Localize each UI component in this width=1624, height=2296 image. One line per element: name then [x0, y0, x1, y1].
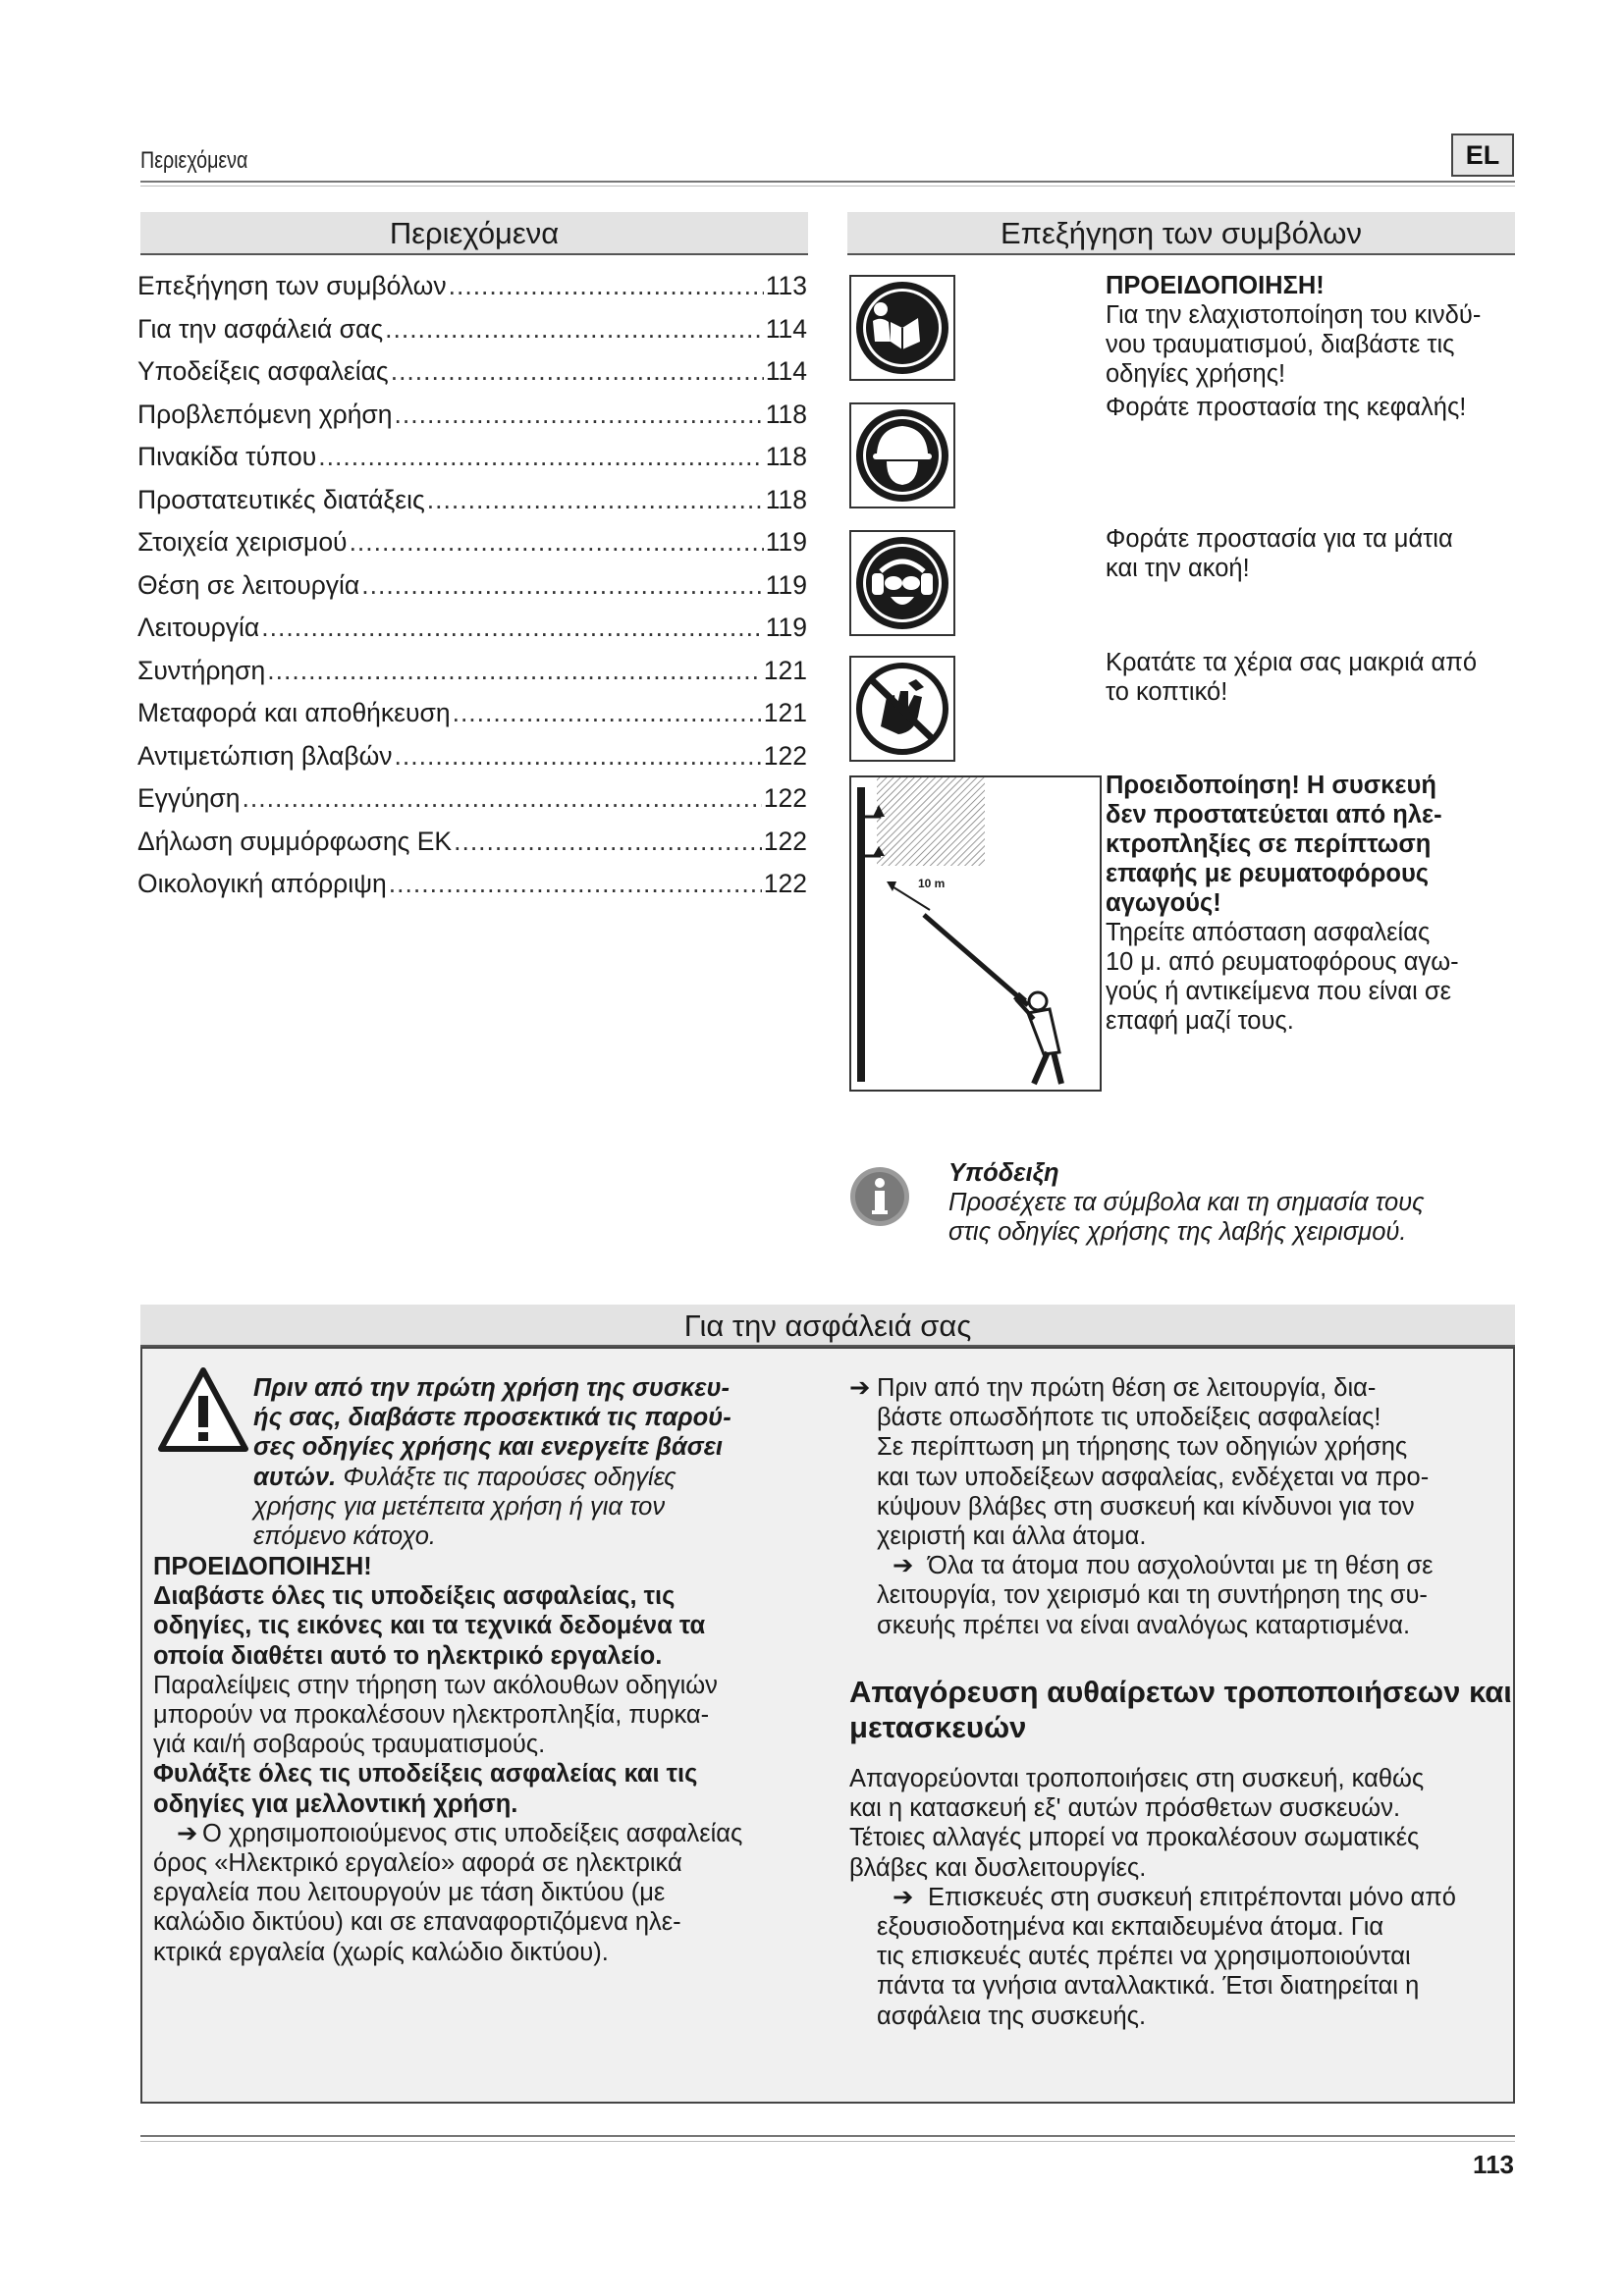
text-line: μετασκευών — [849, 1710, 1027, 1744]
text-line: βλάβες και δυσλειτουργίες. — [849, 1853, 1147, 1882]
text-line: κτρικά εργαλεία (χωρίς καλώδιο δικτύου). — [153, 1938, 609, 1966]
toc-entry-page: 122 — [763, 826, 807, 856]
text-line: οδηγίες, τις εικόνες και τα τεχνικά δεδομένα τα — [153, 1612, 706, 1640]
text-line: εργαλεία που λειτουργούν με τάση δικτύου (με — [153, 1879, 666, 1907]
arrow-icon: ➔ — [893, 1552, 914, 1580]
eye-ear-text — [1106, 524, 1518, 583]
toc-entry-page: 118 — [765, 484, 807, 514]
read-manual-symbol — [849, 275, 955, 381]
toc-leader-dots — [243, 783, 762, 814]
text-line: Απαγορεύονται τροποποιήσεις στη συσκευή, καθώς — [849, 1765, 1425, 1792]
safety-right-column — [849, 1373, 1517, 1640]
text-line: και η κατασκευή εξ' αυτών πρόσθετων συσκευών. — [849, 1794, 1401, 1823]
goggles-earmuffs-icon — [851, 532, 953, 634]
toc-entry-title: Λειτουργία — [137, 613, 260, 643]
toc-entry-title: Επεξήγηση των συμβόλων — [137, 271, 447, 301]
text-line: πάντα τα γνήσια ανταλλακτικά. Έτσι διατηρείται η — [877, 1972, 1420, 2001]
warning-heading: ΠΡΟΕΙΔΟΠΟΙΗΣΗ! — [153, 1553, 372, 1580]
toc-entry[interactable] — [137, 650, 807, 693]
toc-entry-title: Συντήρηση — [137, 655, 266, 685]
note-text — [948, 1158, 1518, 1247]
read-manual-heading: ΠΡΟΕΙΔΟΠΟΙΗΣΗ! — [1106, 272, 1325, 299]
toc-leader-dots — [389, 869, 762, 899]
text-line: οποία διαθέτει αυτό το ηλεκτρικό εργαλείο. — [153, 1641, 663, 1670]
toc-entry-page: 119 — [765, 527, 807, 558]
text-line: σες οδηγίες χρήσης και ενεργείτε βάσει — [253, 1433, 724, 1462]
text-line: τις επισκευές αυτές πρέπει να χρησιμοποιούνται — [877, 1943, 1411, 1971]
toc-leader-dots — [318, 442, 763, 472]
text-line: Παραλείψεις στην τήρηση των ακόλουθων οδηγιών — [153, 1671, 718, 1699]
text-line: Διαβάστε όλες τις υποδείξεις ασφαλείας, τις — [153, 1582, 676, 1611]
text-line: μπορούν να προκαλέσουν ηλεκτροπληξία, πυρκα- — [153, 1701, 710, 1730]
toc-entry-title: Πινακίδα τύπου — [137, 442, 317, 472]
text-line: δεν προστατεύεται από ηλε- — [1106, 801, 1442, 828]
safety-left-column — [153, 1552, 840, 1967]
toc-leader-dots — [449, 271, 764, 301]
eye-ear-protection-symbol — [849, 530, 955, 636]
arrow-icon: ➔ — [849, 1374, 871, 1402]
info-icon — [848, 1165, 911, 1233]
text-line: επόμενο κάτοχο. — [253, 1522, 437, 1551]
toc-entry[interactable] — [137, 308, 807, 351]
running-title: Περιεχόμενα — [140, 147, 248, 174]
text-line: Πριν από την πρώτη χρήση της συσκευ- — [253, 1374, 731, 1402]
text-line: στις οδηγίες χρήσης της λαβής χειρισμού. — [948, 1218, 1407, 1246]
toc-entry[interactable] — [137, 564, 807, 608]
toc-leader-dots — [361, 570, 764, 601]
text-line: Τηρείτε απόσταση ασφαλείας — [1106, 919, 1431, 946]
warning-triangle-icon — [157, 1366, 249, 1458]
toc-leader-dots — [427, 485, 764, 515]
toc-entry-title: Προβλεπόμενη χρήση — [137, 399, 393, 429]
footer-rule — [140, 2135, 1515, 2137]
toc-entry-page: 114 — [765, 356, 807, 387]
text-line: σκευής πρέπει να είναι αναλόγως καταρτισμένα. — [877, 1611, 1411, 1639]
text-line: επαφής με ρευματοφόρους — [1106, 860, 1430, 887]
toc-leader-dots — [385, 314, 764, 345]
text-run: Φυλάξτε τις παρούσες οδηγίες — [336, 1463, 677, 1491]
toc-entry-page: 118 — [765, 399, 807, 429]
read-manual-icon — [851, 277, 953, 379]
toc-entry-page: 122 — [763, 869, 807, 899]
toc-entry-title: Αντιμετώπιση βλαβών — [137, 740, 393, 771]
toc-entry-page: 119 — [765, 613, 807, 643]
toc-entry-title: Δήλωση συμμόρφωσης ΕΚ — [137, 826, 453, 856]
text-line: εξουσιοδοτημένα και εκπαιδευμένα άτομα. Για — [877, 1913, 1384, 1942]
arrow-icon: ➔ — [893, 1883, 914, 1911]
text-line: οδηγίες χρήσης! — [1106, 360, 1286, 388]
toc-entry-page: 121 — [763, 698, 807, 728]
toc-leader-dots — [395, 741, 762, 772]
text-line: Προειδοποίηση! Η συσκευή — [1106, 772, 1436, 799]
head-protection-symbol — [849, 402, 955, 508]
toc-entry-page: 122 — [763, 783, 807, 814]
power-line-text — [1106, 771, 1518, 1036]
text-run: Ο χρησιμοποιούμενος στις υποδείξεις ασφαλείας — [202, 1819, 743, 1847]
text-line: και την ακοή! — [1106, 555, 1250, 582]
toc-entry-title: Υποδείξεις ασφαλείας — [137, 356, 389, 387]
footer-rule-thin — [140, 2141, 1515, 2142]
text-line: λειτουργία, τον χειρισμό και τη συντήρηση της συ- — [877, 1581, 1428, 1610]
toc-heading: Περιεχόμενα — [140, 212, 808, 255]
note-title: Υπόδειξη — [948, 1159, 1059, 1187]
toc-entry-title: Εγγύηση — [137, 783, 241, 814]
text-run: Όλα τα άτομα που ασχολούνται με τη θέση σε — [928, 1552, 1434, 1580]
header-rule — [140, 181, 1515, 183]
toc-leader-dots — [261, 613, 763, 643]
toc-entry-title: Για την ασφάλειά σας — [137, 313, 384, 344]
arrow-icon: ➔ — [177, 1819, 198, 1847]
toc-leader-dots — [395, 400, 764, 430]
text-line: Φοράτε προστασία για τα μάτια — [1106, 525, 1453, 553]
text-line: όρος «Ηλεκτρικό εργαλείο» αφορά σε ηλεκτρικά — [153, 1849, 682, 1878]
toc-entry-title: Μεταφορά και αποθήκευση — [137, 698, 451, 728]
text-line: ασφάλεια της συσκευής. — [877, 2002, 1147, 2030]
text-line: Προσέχετε τα σύμβολα και τη σημασία τους — [948, 1189, 1425, 1216]
distance-label: 10 m — [918, 877, 946, 890]
toc-entry[interactable] — [137, 436, 807, 479]
toc-entry-title: Θέση σε λειτουργία — [137, 569, 360, 600]
safety-intro — [253, 1373, 803, 1551]
power-line-icon — [851, 777, 1100, 1090]
toc-leader-dots — [350, 527, 764, 558]
toc-entry[interactable] — [137, 735, 807, 778]
toc-entry[interactable] — [137, 607, 807, 650]
toc-entry[interactable] — [137, 692, 807, 735]
toc-entry-page: 121 — [763, 655, 807, 685]
toc-entry-page: 118 — [765, 442, 807, 472]
toc-entry-page: 122 — [763, 740, 807, 771]
text-line: Για την ελαχιστοποίηση του κινδύ- — [1106, 301, 1482, 329]
text-line: 10 μ. από ρευματοφόρους αγω- — [1106, 948, 1459, 976]
toc-entry[interactable] — [137, 479, 807, 522]
toc-entry-page: 119 — [765, 569, 807, 600]
hands-away-text — [1106, 648, 1518, 707]
text-line: κύψουν βλάβες στη συσκευή και κίνδυνοι για τον — [877, 1492, 1415, 1521]
toc-leader-dots — [453, 698, 762, 728]
toc-entry[interactable] — [137, 350, 807, 394]
no-hands-icon — [851, 658, 953, 760]
toc-entry[interactable] — [137, 521, 807, 564]
text-line: το κοπτικό! — [1106, 678, 1228, 706]
toc-entry[interactable] — [137, 265, 807, 308]
text-line: γούς ή αντικείμενα που είναι σε — [1106, 978, 1451, 1005]
text-run: Επισκευές στη συσκευή επιτρέπονται μόνο από — [928, 1883, 1456, 1911]
toc-leader-dots — [391, 356, 764, 387]
toc-entry[interactable] — [137, 394, 807, 437]
text-line: Απαγόρευση αυθαίρετων τροποποιήσεων και — [849, 1675, 1512, 1709]
text-run: Πριν από την πρώτη θέση σε λειτουργία, δια- — [877, 1374, 1377, 1402]
toc-entry-title: Οικολογική απόρριψη — [137, 869, 387, 899]
text-line: καλώδιο δικτύου) και σε επαναφορτιζόμενα ηλε- — [153, 1908, 681, 1937]
text-line: ής σας, διαβάστε προσεκτικά τις παρού- — [253, 1404, 731, 1432]
read-manual-text — [1106, 271, 1518, 389]
text-line: βάστε οπωσδήποτε τις υποδείξεις ασφαλείας! — [877, 1404, 1381, 1432]
text-line: οδηγίες για μελλοντική χρήση. — [153, 1789, 518, 1818]
toc-entry[interactable] — [137, 821, 807, 864]
text-line: νου τραυματισμού, διαβάστε τις — [1106, 331, 1455, 358]
text-line: γιά και/ή σοβαρούς τραυματισμούς. — [153, 1731, 546, 1759]
text-line: αγωγούς! — [1106, 889, 1221, 917]
text-line: Τέτοιες αλλαγές μπορεί να προκαλέσουν σωματικές — [849, 1824, 1420, 1852]
text-line: Σε περίπτωση μη τήρησης των οδηγιών χρήσης — [877, 1433, 1408, 1462]
symbols-heading: Επεξήγηση των συμβόλων — [847, 212, 1515, 255]
hands-away-symbol — [849, 656, 955, 762]
modifications-heading — [849, 1675, 1517, 1745]
text-line: Φυλάξτε όλες τις υποδείξεις ασφαλείας και τις — [153, 1760, 698, 1789]
language-badge: EL — [1451, 133, 1514, 177]
modifications-text — [849, 1764, 1517, 2031]
toc-entry-page: 114 — [765, 313, 807, 344]
header-rule-thin — [140, 186, 1515, 187]
toc-list — [137, 265, 807, 906]
power-line-illustration — [849, 775, 1102, 1092]
toc-entry-title: Προστατευτικές διατάξεις — [137, 484, 425, 514]
text-line: χειριστή και άλλα άτομα. — [877, 1522, 1147, 1551]
toc-entry-page: 113 — [765, 271, 807, 301]
text-line: Κρατάτε τα χέρια σας μακριά από — [1106, 649, 1478, 676]
text-line: χρήσης για μετέπειτα χρήση ή για τον — [253, 1492, 666, 1521]
text-line: και των υποδείξεων ασφαλείας, ενδέχεται να προ- — [877, 1463, 1430, 1491]
toc-entry-title: Στοιχεία χειρισμού — [137, 527, 348, 558]
head-protection-text: Φοράτε προστασία της κεφαλής! — [1106, 394, 1467, 421]
safety-heading: Για την ασφάλειά σας — [140, 1305, 1515, 1347]
toc-leader-dots — [454, 827, 762, 857]
toc-entry[interactable] — [137, 863, 807, 906]
helmet-icon — [851, 404, 953, 507]
text-line: κτροπληξίες σε περίπτωση — [1106, 830, 1432, 858]
text-line: επαφή μαζί τους. — [1106, 1007, 1294, 1035]
toc-leader-dots — [267, 656, 762, 686]
page-number: 113 — [1473, 2150, 1514, 2179]
text-run: αυτών. — [253, 1463, 337, 1491]
toc-entry[interactable] — [137, 777, 807, 821]
